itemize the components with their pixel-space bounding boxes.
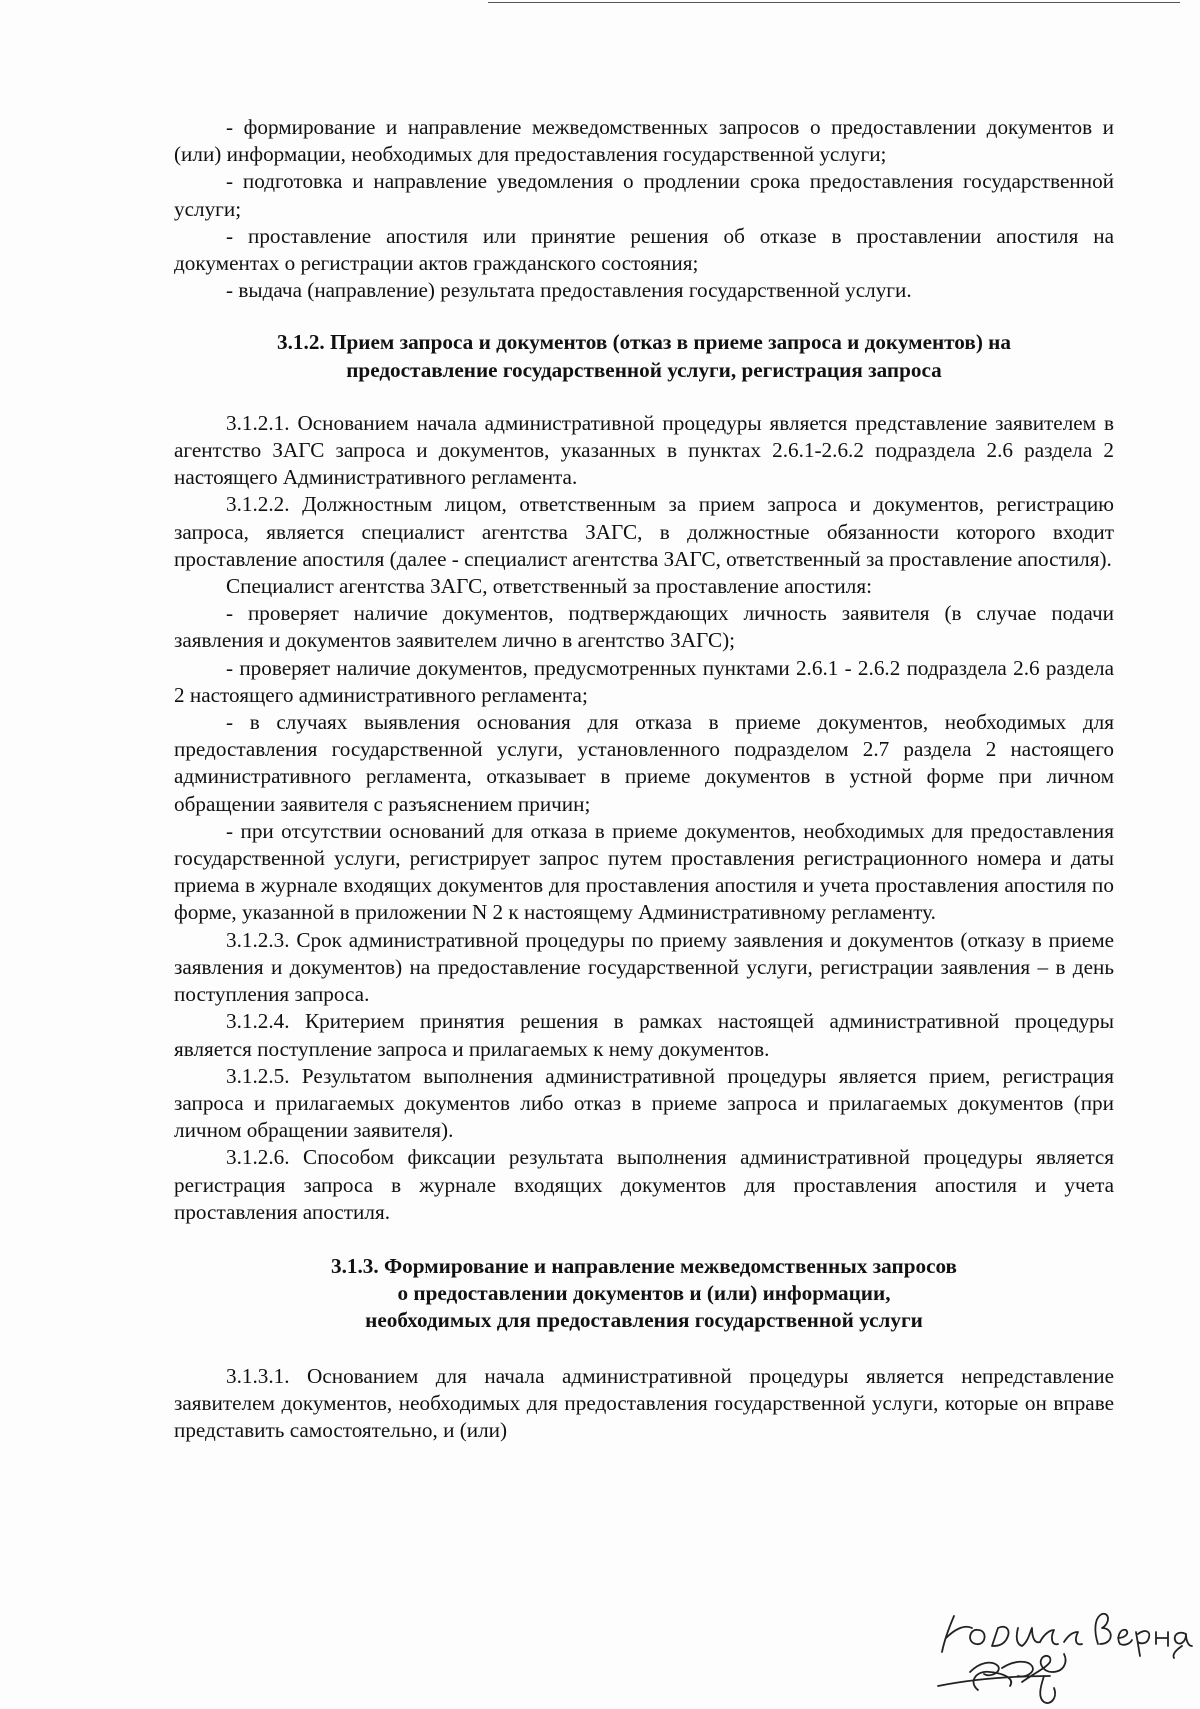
- paragraph-3-1-2-2: 3.1.2.2. Должностным лицом, ответственным за прием запроса и документов, регистрацию запроса, является специалист агентства ЗАГС, в должностные обязанности которого входит проставление апостиля (далее - специалист агентства ЗАГС, ответственный за проставление апостиля).: [174, 492, 1114, 571]
- section-heading-3-1-2-line2: предоставление государственной услуги, регистрация запроса: [346, 357, 942, 382]
- paragraph-3-1-2-5: 3.1.2.5. Результатом выполнения административной процедуры является прием, регистрация запроса и прилагаемых документов либо отказ в приеме запроса и прилагаемых документов (при личном обращении заявителя).: [174, 1063, 1114, 1143]
- list-item-extension-notice: - подготовка и направление уведомления о продлении срока предоставления государственной услуги;: [174, 169, 1114, 221]
- paragraph-3-1-2-4: 3.1.2.4. Критерием принятия решения в рамках настоящей административной процедуры является поступление запроса и прилагаемых к нему документов.: [174, 1009, 1114, 1061]
- paragraph-3-1-2-1: 3.1.2.1. Основанием начала административной процедуры является представление заявителем в агентство ЗАГС запроса и документов, указанных в пунктах 2.6.1-2.6.2 подраздела 2.6 раздела 2 настоящего Административного регламента.: [174, 410, 1114, 490]
- section-heading-3-1-2: [174, 329, 1114, 383]
- paragraph-3-1-2-3: 3.1.2.3. Срок административной процедуры по приему заявления и документов (отказу в приеме заявления и документов) на предоставление государственной услуги, регистрации заявления – в день поступления запроса.: [174, 927, 1114, 1007]
- section-heading-3-1-3: [174, 1253, 1114, 1335]
- list-item-registration: - при отсутствии оснований для отказа в приеме документов, необходимых для предоставления государственной услуги, регистрирует запрос путем проставления регистрационного номера и даты приема в журнале входящих документов для проставления апостиля и учета проставления апостиля по форме, указанной в приложении N 2 к настоящему Административному регламенту.: [174, 818, 1114, 925]
- list-item-documents-check: - проверяет наличие документов, предусмотренных пунктами 2.6.1 - 2.6.2 подраздела 2.6 раздела 2 настоящего административного регламента;: [174, 655, 1114, 707]
- list-item-apostille-decision: - проставление апостиля или принятие решения об отказе в проставлении апостиля на документах о регистрации актов гражданского состояния;: [174, 223, 1114, 276]
- section-3-1-2-body: [174, 410, 1114, 1226]
- scan-edge-line: [488, 2, 1180, 3]
- section-3-1-3-body: [174, 1363, 1114, 1445]
- list-item-identity-check: - проверяет наличие документов, подтверждающих личность заявителя (в случае подачи заявления и документов заявителем лично в агентство ЗАГС);: [174, 601, 1114, 653]
- paragraph-specialist-intro: Специалист агентства ЗАГС, ответственный за проставление апостиля:: [226, 574, 872, 599]
- list-item-result-issue: - выдача (направление) результата предоставления государственной услуги.: [226, 278, 912, 303]
- paragraph-3-1-3-1: 3.1.3.1. Основанием для начала административной процедуры является непредставление заявителем документов, необходимых для предоставления государственной услуги, которые он вправе представить самостоятельно, и (или): [174, 1363, 1114, 1442]
- section-heading-3-1-2-line1: 3.1.2. Прием запроса и документов (отказ в приеме запроса и документов) на: [277, 330, 1011, 355]
- paragraph-3-1-2-6: 3.1.2.6. Способом фиксации результата выполнения административной процедуры является регистрация запроса в журнале входящих документов для проставления апостиля и учета проставления апостиля.: [174, 1145, 1114, 1224]
- section-heading-3-1-3-line1: 3.1.3. Формирование и направление межведомственных запросов: [331, 1253, 957, 1278]
- section-heading-3-1-3-line2: о предоставлении документов и (или) информации,: [397, 1281, 891, 1306]
- section-heading-3-1-3-line3: необходимых для предоставления государственной услуги: [365, 1308, 923, 1333]
- handwritten-certification-signature: [918, 1602, 1198, 1706]
- document-body: [174, 114, 1114, 1444]
- list-item-interagency-requests: - формирование и направление межведомственных запросов о предоставлении документов и (или) информации, необходимых для предоставления государственной услуги;: [174, 115, 1114, 167]
- list-item-refusal: - в случаях выявления основания для отказа в приеме документов, необходимых для предоставления государственной услуги, установленного подразделом 2.7 раздела 2 настоящего административного регламента, отказывает в приеме документов в устной форме при личном обращении заявителя с разъяснением причин;: [174, 710, 1114, 816]
